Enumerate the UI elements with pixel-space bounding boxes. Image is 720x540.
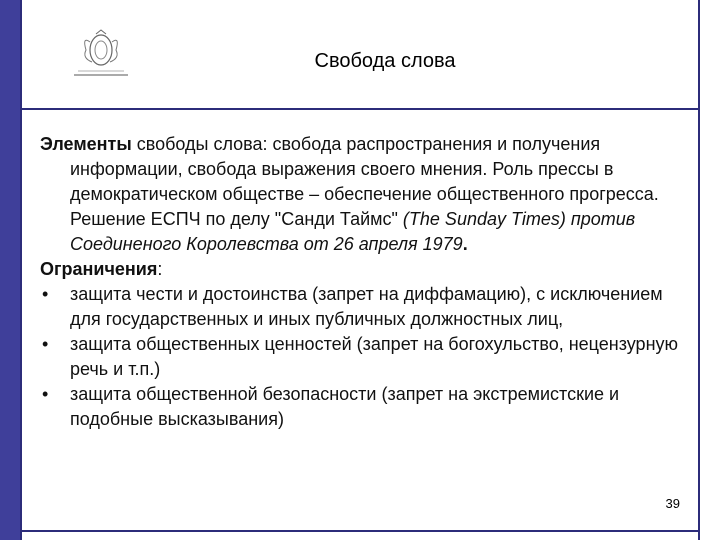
elements-case-name: (The Sunday Times) против Соединеного Королевства от 26 апреля 1979 — [70, 209, 636, 254]
emblem-logo-icon — [70, 28, 132, 80]
elements-paragraph — [40, 132, 690, 257]
list-item — [40, 332, 690, 382]
limitations-heading: Ограничения — [40, 259, 158, 279]
left-accent-edge — [20, 0, 22, 540]
page-number: 39 — [665, 496, 680, 511]
slide-title: Свобода слова — [314, 50, 456, 72]
bullet-icon: • — [42, 284, 49, 304]
list-item — [40, 382, 690, 432]
left-accent-bar — [0, 0, 20, 540]
elements-heading: Элементы — [40, 134, 132, 154]
right-border — [698, 0, 700, 540]
list-item — [40, 282, 690, 332]
list-item-text: защита чести и достоинства (запрет на диффамацию), с исключением для государственных и иных публичных должностных лиц, — [70, 284, 663, 329]
elements-tail: . — [462, 234, 468, 254]
footer-divider — [22, 530, 700, 532]
limitations-paragraph — [40, 257, 690, 282]
slide-body — [40, 132, 690, 432]
header-divider — [22, 108, 700, 110]
bullet-icon: • — [42, 384, 49, 404]
bullet-icon: • — [42, 334, 49, 354]
list-item-text: защита общественных ценностей (запрет на богохульство, нецензурную речь и т.п.) — [70, 334, 679, 379]
elements-text: свободы слова: свобода распространения и получения информации, свобода выражения своего мнения. Роль прессы в демократическом обществе – обеспечение общественного прогресса. Решение ЕСПЧ по делу "Санди Таймс" — [70, 134, 659, 229]
list-item-text: защита общественной безопасности (запрет на экстремистские и подобные высказывания) — [70, 384, 620, 429]
limitations-colon: : — [157, 259, 163, 279]
